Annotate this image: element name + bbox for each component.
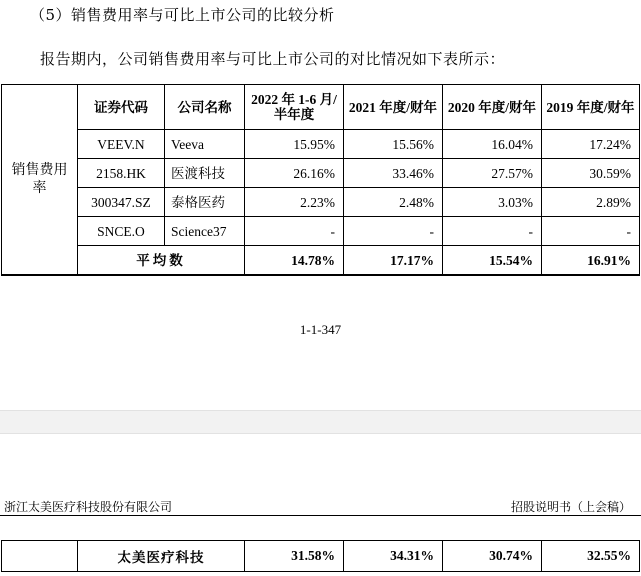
cell-code: 2158.HK bbox=[78, 159, 165, 188]
average-value: 15.54% bbox=[443, 246, 542, 276]
average-value: 17.17% bbox=[344, 246, 443, 276]
company-row bbox=[2, 541, 640, 572]
section-heading: （5）销售费用率与可比上市公司的比较分析 bbox=[30, 6, 335, 24]
cell-value: 2.48% bbox=[344, 188, 443, 217]
cell-value: 16.04% bbox=[443, 130, 542, 159]
company-row-label: 太美医疗科技 bbox=[78, 541, 245, 572]
company-header: 浙江太美医疗科技股份有限公司 bbox=[4, 500, 173, 514]
table-row bbox=[2, 130, 640, 159]
cell-value: - bbox=[344, 217, 443, 246]
cell-name: 医渡科技 bbox=[165, 159, 245, 188]
cell-value: 15.95% bbox=[245, 130, 344, 159]
cell-value: 3.03% bbox=[443, 188, 542, 217]
intro-text: 报告期内，公司销售费用率与可比上市公司的对比情况如下表所示： bbox=[40, 50, 506, 68]
company-row-value: 31.58% bbox=[245, 541, 344, 572]
empty-cell bbox=[2, 541, 78, 572]
average-row bbox=[2, 246, 640, 276]
company-row-value: 32.55% bbox=[542, 541, 640, 572]
average-label: 平均数 bbox=[78, 246, 245, 276]
table-header-row bbox=[2, 85, 640, 130]
cell-value: 2.89% bbox=[542, 188, 640, 217]
header-period-4: 2019 年度/财年 bbox=[542, 85, 640, 130]
cell-code: 300347.SZ bbox=[78, 188, 165, 217]
cell-value: - bbox=[443, 217, 542, 246]
cell-code: VEEV.N bbox=[78, 130, 165, 159]
table-row bbox=[2, 159, 640, 188]
table-row bbox=[2, 217, 640, 246]
company-row-value: 30.74% bbox=[443, 541, 542, 572]
header-rule bbox=[0, 515, 641, 516]
cell-value: - bbox=[542, 217, 640, 246]
cell-name: Science37 bbox=[165, 217, 245, 246]
cell-value: 2.23% bbox=[245, 188, 344, 217]
document-type: 招股说明书（上会稿） bbox=[510, 500, 631, 514]
header-period-1: 2022 年 1-6 月/半年度 bbox=[245, 85, 344, 130]
cell-value: 17.24% bbox=[542, 130, 640, 159]
comparison-table bbox=[1, 84, 640, 276]
cell-value: - bbox=[245, 217, 344, 246]
average-value: 14.78% bbox=[245, 246, 344, 276]
cell-value: 33.46% bbox=[344, 159, 443, 188]
cell-value: 15.56% bbox=[344, 130, 443, 159]
header-period-3: 2020 年度/财年 bbox=[443, 85, 542, 130]
cell-value: 26.16% bbox=[245, 159, 344, 188]
header-code: 证券代码 bbox=[78, 85, 165, 130]
page-break bbox=[0, 410, 641, 434]
cell-name: Veeva bbox=[165, 130, 245, 159]
header-period-2: 2021 年度/财年 bbox=[344, 85, 443, 130]
cell-value: 30.59% bbox=[542, 159, 640, 188]
table-row bbox=[2, 188, 640, 217]
page-number: 1-1-347 bbox=[299, 322, 342, 337]
cell-name: 泰格医药 bbox=[165, 188, 245, 217]
metric-label: 销售费用率 bbox=[2, 85, 78, 276]
average-value: 16.91% bbox=[542, 246, 640, 276]
cell-value: 27.57% bbox=[443, 159, 542, 188]
header-name: 公司名称 bbox=[165, 85, 245, 130]
cell-code: SNCE.O bbox=[78, 217, 165, 246]
company-row-value: 34.31% bbox=[344, 541, 443, 572]
continued-table bbox=[1, 540, 640, 572]
